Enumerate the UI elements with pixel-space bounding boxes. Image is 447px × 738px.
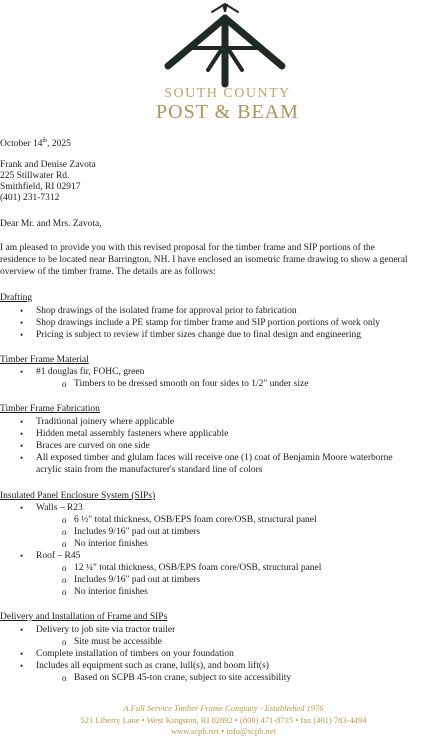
sips-walls-subitem: 6 ½" total thickness, OSB/EPS foam core/OSB, structural panel — [74, 515, 317, 525]
sub-bullet-icon: o — [62, 515, 67, 525]
sub-bullet-icon: o — [62, 587, 67, 597]
bullet-icon: • — [20, 429, 24, 439]
bullet-icon: • — [20, 318, 24, 328]
delivery-subitem: Based on SCPB 45-ton crane, subject to site accessibility — [74, 673, 292, 683]
bullet-icon: • — [20, 306, 24, 316]
bullet-icon: • — [20, 330, 24, 340]
drafting-item: Shop drawings include a PE stamp for timber frame and SIP portion portions of work only — [36, 318, 380, 328]
bullet-icon: • — [20, 453, 24, 463]
sub-bullet-icon: o — [62, 575, 67, 585]
material-subitem: Timbers to be dressed smooth on four sides to 1/2" under size — [74, 379, 309, 389]
address-street: 225 Stillwater Rd. — [0, 171, 70, 181]
footer-web-email: www.scpb.net • info@scpb.net — [171, 726, 276, 736]
sub-bullet-icon: o — [62, 563, 67, 573]
fabrication-heading: Timber Frame Fabrication — [0, 404, 100, 414]
fabrication-item-continued: acrylic stain from the manufacturer's standard line of colors — [36, 465, 263, 475]
drafting-item: Pricing is subject to review if timber sizes change due to final design and engineering — [36, 330, 362, 340]
footer-tagline: A Full Service Timber Frame Company - Established 1976 — [123, 703, 324, 713]
address-phone: (401) 231-7312 — [0, 193, 60, 203]
sips-roof-subitem: No interior finishes — [74, 587, 148, 597]
material-heading: Timber Frame Material — [0, 355, 89, 365]
address-city: Smithfield, RI 02917 — [0, 182, 81, 192]
letter-date: October 14th, 2025 — [0, 138, 71, 150]
intro-line-3: overview of the timber frame. The details are as follows: — [0, 267, 216, 277]
sub-bullet-icon: o — [62, 673, 67, 683]
delivery-item: Includes all equipment such as crane, lull(s), and boom lift(s) — [36, 661, 269, 671]
bullet-icon: • — [20, 441, 24, 451]
fabrication-item: All exposed timber and glulam faces will receive one (1) coat of Benjamin Moore waterborne — [36, 453, 393, 463]
bullet-icon: • — [20, 625, 24, 635]
sips-walls-subitem: Includes 9/16" pad out at timbers — [74, 527, 201, 537]
fabrication-item: Braces are curved on one side — [36, 441, 150, 451]
sub-bullet-icon: o — [62, 539, 67, 549]
drafting-item: Shop drawings of the isolated frame for approval prior to fabrication — [36, 306, 297, 316]
sips-walls: Walls – R23 — [36, 503, 83, 513]
bullet-icon: • — [20, 367, 24, 377]
sub-bullet-icon: o — [62, 379, 67, 389]
bullet-icon: • — [20, 503, 24, 513]
sub-bullet-icon: o — [62, 527, 67, 537]
sips-roof-subitem: 12 ¼" total thickness, OSB/EPS foam core/OSB, structural panel — [74, 563, 322, 573]
address-name: Frank and Denise Zavota — [0, 160, 96, 170]
intro-line-2: residence to be located near Barrington, NH. I have enclosed an isometric frame drawing to show a general — [0, 255, 408, 265]
sips-roof: Roof – R45 — [36, 551, 81, 561]
sips-walls-subitem: No interior finishes — [74, 539, 148, 549]
delivery-item: Complete installation of timbers on your foundation — [36, 649, 234, 659]
bullet-icon: • — [20, 417, 24, 427]
material-item: #1 douglas fir, FOHC, green — [36, 367, 145, 377]
sub-bullet-icon: o — [62, 637, 67, 647]
logo-line-south-county: SOUTH COUNTY — [164, 86, 291, 101]
salutation: Dear Mr. and Mrs. Zavota, — [0, 219, 102, 229]
bullet-icon: • — [20, 649, 24, 659]
fabrication-item: Traditional joinery where applicable — [36, 417, 175, 427]
sips-heading: Insulated Panel Enclosure System (SIPs) — [0, 491, 156, 501]
sips-roof-subitem: Includes 9/16" pad out at timbers — [74, 575, 201, 585]
delivery-heading: Delivery and Installation of Frame and SIPs — [0, 612, 168, 622]
delivery-subitem: Site must be accessible — [74, 637, 162, 647]
bullet-icon: • — [20, 661, 24, 671]
fabrication-item: Hidden metal assembly fasteners where applicable — [36, 429, 229, 439]
drafting-heading: Drafting — [0, 293, 33, 303]
delivery-item: Delivery to job site via tractor trailer — [36, 625, 176, 635]
bullet-icon: • — [20, 551, 24, 561]
footer-address: 521 Liberty Lane • West Kingston, RI 02892 • (800) 471-8715 • fax (401) 783-4494 — [80, 715, 367, 725]
intro-line-1: I am pleased to provide you with this revised proposal for the timber frame and SIP portions of the — [0, 243, 375, 253]
logo-line-post-beam: POST & BEAM — [156, 101, 299, 123]
